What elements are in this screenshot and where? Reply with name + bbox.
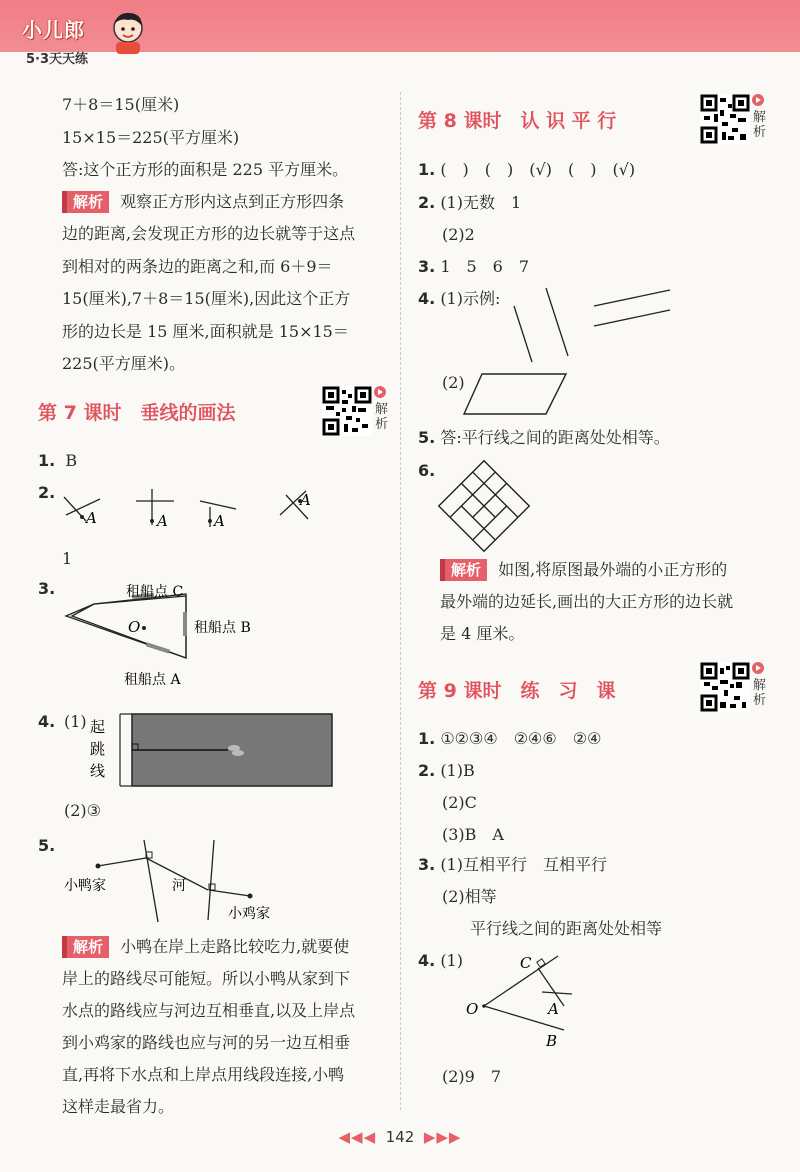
analysis-paragraph bbox=[62, 191, 344, 213]
qr-code-icon[interactable] bbox=[700, 94, 750, 144]
svg-text:小鸡家: 小鸡家 bbox=[228, 906, 270, 922]
answer-1: 1. B bbox=[38, 451, 78, 470]
practice-answer-3: 3. (1)互相平行 互相平行 bbox=[418, 855, 607, 874]
point-label: A bbox=[86, 509, 97, 527]
text-line: 岸上的路线尽可能短。所以小鸭从家到下 bbox=[62, 969, 351, 988]
text-line: 观察正方形内这点到正方形四条 bbox=[120, 192, 345, 211]
brand-subtitle: 5·3天天练 bbox=[26, 52, 89, 67]
parallel-lines-example bbox=[508, 284, 678, 364]
perpendicular-drawings bbox=[60, 485, 320, 535]
text-line: 7＋8＝15(厘米) bbox=[62, 95, 180, 114]
square-grid-figure bbox=[434, 456, 534, 556]
text-line: 最外端的边延长,画出的大正方形的边长就 bbox=[440, 592, 734, 611]
analysis-paragraph bbox=[62, 936, 349, 958]
text-line: (1) bbox=[64, 712, 87, 731]
text-line: 如图,将原图最外端的小正方形的 bbox=[498, 560, 728, 579]
text-line: 到小鸡家的路线也应与河的另一边互相垂 bbox=[62, 1033, 351, 1052]
section-title-8: 第 8 课时 认 识 平 行 bbox=[418, 110, 617, 132]
text-line: (2)C bbox=[442, 793, 477, 812]
play-icon bbox=[752, 94, 764, 106]
text-line: 到相对的两条边的距离之和,而 6＋9＝ bbox=[62, 257, 333, 276]
answer-5: 5. 答:平行线之间的距离处处相等。 bbox=[418, 428, 670, 447]
text-line: (2)相等 bbox=[442, 887, 497, 906]
brand-logo: 小儿郎 bbox=[22, 18, 85, 42]
angle-perpendicular-diagram bbox=[462, 946, 592, 1050]
analysis-tag: 解析 bbox=[62, 936, 109, 958]
svg-text:起: 起 bbox=[90, 718, 106, 736]
text-line: (3)B A bbox=[442, 825, 504, 844]
text-line: (2)2 bbox=[442, 225, 475, 244]
page-footer bbox=[0, 1128, 800, 1146]
practice-answer-2: 2. (1)B bbox=[418, 761, 475, 780]
text-line: 1 bbox=[62, 549, 73, 568]
text-line: 水点的路线应与河边互相垂直,以及上岸点 bbox=[62, 1001, 356, 1020]
svg-text:租船点 B: 租船点 B bbox=[194, 620, 251, 636]
text-line: 平行线之间的距离处处相等 bbox=[470, 919, 663, 938]
svg-text:A: A bbox=[214, 512, 225, 530]
practice-answer-1: 1. ①②③④ ②④⑥ ②④ bbox=[418, 729, 602, 748]
text-line: (2) bbox=[442, 373, 465, 392]
answer-3: 3. 1 5 6 7 bbox=[418, 257, 530, 276]
question-number: 6. bbox=[418, 461, 436, 480]
qr-code-icon[interactable] bbox=[322, 386, 372, 436]
analysis-tag: 解析 bbox=[62, 191, 109, 213]
answer-1: 1. ( ) ( ) (√) ( ) (√) bbox=[418, 160, 636, 179]
text-line: 225(平方厘米)。 bbox=[62, 354, 186, 373]
svg-text:O: O bbox=[466, 1000, 479, 1018]
question-number: 2. bbox=[38, 483, 56, 502]
svg-text:线: 线 bbox=[90, 762, 106, 780]
question-number: 4. bbox=[38, 712, 56, 731]
prev-arrows-icon: ◀◀◀ bbox=[338, 1128, 377, 1146]
svg-text:河: 河 bbox=[172, 878, 186, 894]
text-line: 15×15＝225(平方厘米) bbox=[62, 128, 240, 147]
analysis-tag: 解析 bbox=[440, 559, 487, 581]
answer-4: 4. (1)示例: bbox=[418, 289, 501, 308]
practice-answer-4: 4. (1) bbox=[418, 951, 463, 970]
text-line: 是 4 厘米。 bbox=[440, 624, 525, 643]
qr-code-icon[interactable] bbox=[700, 662, 750, 712]
page-number: 142 bbox=[385, 1128, 415, 1146]
parallelogram-drawing bbox=[462, 370, 572, 418]
svg-text:跳: 跳 bbox=[90, 740, 106, 758]
qr-label: 解析 bbox=[753, 678, 767, 708]
text-line: 形的边长是 15 厘米,面积就是 15×15＝ bbox=[62, 322, 349, 341]
section-title-7: 第 7 课时 垂线的画法 bbox=[38, 402, 236, 424]
qr-label: 解析 bbox=[753, 110, 767, 140]
svg-text:A: A bbox=[300, 491, 311, 509]
svg-text:C: C bbox=[520, 954, 532, 972]
boat-rental-diagram bbox=[62, 580, 312, 690]
svg-text:租船点 C: 租船点 C bbox=[126, 584, 184, 600]
qr-label: 解析 bbox=[375, 402, 389, 432]
text-line: 小鸭在岸上走路比较吃力,就要使 bbox=[120, 937, 350, 956]
text-line: 直,再将下水点和上岸点用线段连接,小鸭 bbox=[62, 1065, 345, 1084]
duck-river-diagram bbox=[60, 836, 350, 928]
text-line: (2)9 7 bbox=[442, 1067, 502, 1086]
text-line: 边的距离,会发现正方形的边长就等于这点 bbox=[62, 224, 356, 243]
question-number: 5. bbox=[38, 836, 56, 855]
svg-text:O: O bbox=[128, 618, 141, 636]
answer-2: 2. (1)无数 1 bbox=[418, 193, 522, 212]
svg-text:小鸭家: 小鸭家 bbox=[64, 878, 106, 894]
text-line: (2)③ bbox=[64, 801, 102, 820]
svg-text:A: A bbox=[157, 512, 168, 530]
svg-text:A: A bbox=[548, 1000, 559, 1018]
mascot-icon bbox=[108, 10, 148, 56]
next-arrows-icon: ▶▶▶ bbox=[423, 1128, 462, 1146]
column-divider bbox=[400, 92, 401, 1110]
svg-text:B: B bbox=[546, 1032, 558, 1050]
play-icon bbox=[374, 386, 386, 398]
play-icon bbox=[752, 662, 764, 674]
long-jump-diagram bbox=[88, 712, 348, 788]
question-number: 3. bbox=[38, 579, 56, 598]
text-line: 15(厘米),7＋8＝15(厘米),因此这个正方 bbox=[62, 289, 351, 308]
section-title-9: 第 9 课时 练 习 课 bbox=[418, 680, 616, 702]
text-line: 答:这个正方形的面积是 225 平方厘米。 bbox=[62, 160, 349, 179]
text-line: 这样走最省力。 bbox=[62, 1097, 175, 1116]
svg-text:租船点 A: 租船点 A bbox=[124, 672, 181, 688]
analysis-paragraph bbox=[440, 559, 727, 581]
